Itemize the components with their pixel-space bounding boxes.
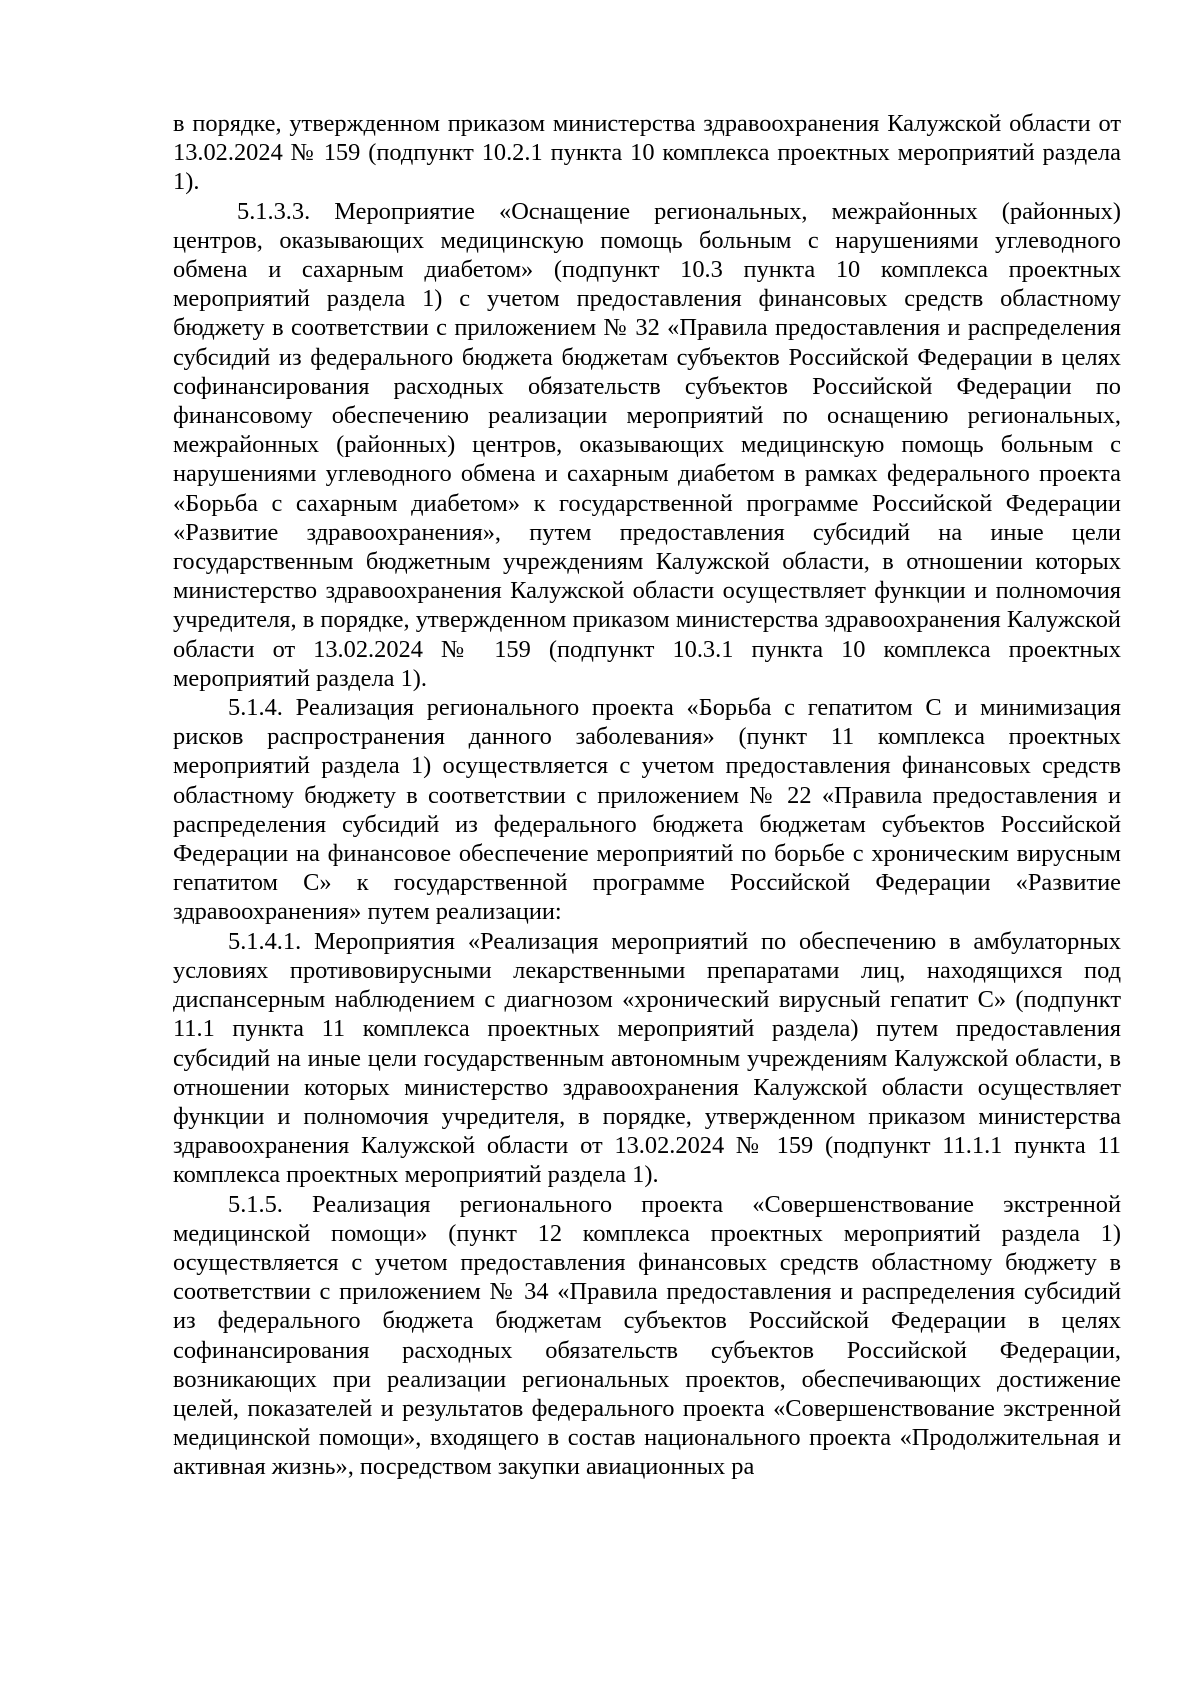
paragraph-5-1-4-1: 5.1.4.1. Мероприятия «Реализация мероприятий по обеспечению в амбулаторных условиях противовирусными лекарственными препаратами лиц, находящихся под диспансерным наблюдением с диагнозом «хронический вирусный гепатит С» (подпункт 11.1 пункта 11 комплекса проектных мероприятий раздела) путем предоставления субсидий на иные цели государственным автономным учреждениям Калужской области, в отношении которых министерство здравоохранения Калужской области осуществляет функции и полномочия учредителя, в порядке, утвержденном приказом министерства здравоохранения Калужской области от 13.02.2024 № 159 (подпункт 11.1.1 пункта 11 комплекса проектных мероприятий раздела 1).	[173, 927, 1121, 1189]
paragraph-continuation: в порядке, утвержденном приказом министерства здравоохранения Калужской области от 13.02.2024 № 159 (подпункт 10.2.1 пункта 10 комплекса проектных мероприятий раздела 1).	[173, 110, 1121, 196]
paragraph-5-1-4: 5.1.4. Реализация регионального проекта «Борьба с гепатитом С и минимизация рисков распространения данного заболевания» (пункт 11 комплекса проектных мероприятий раздела 1) осуществляется с учетом предоставления финансовых средств областному бюджету в соответствии с приложением № 22 «Правила предоставления и распределения субсидий из федерального бюджета бюджетам субъектов Российской Федерации на финансовое обеспечение мероприятий по борьбе с хроническим вирусным гепатитом С» к государственной программе Российской Федерации «Развитие здравоохранения» путем реализации:	[173, 694, 1121, 926]
paragraph-5-1-5: 5.1.5. Реализация регионального проекта «Совершенствование экстренной медицинской помощи» (пункт 12 комплекса проектных мероприятий раздела 1) осуществляется с учетом предоставления финансовых средств областному бюджету в соответствии с приложением № 34 «Правила предоставления и распределения субсидий из федерального бюджета бюджетам субъектов Российской Федерации в целях софинансирования расходных обязательств субъектов Российской Федерации, возникающих при реализации региональных проектов, обеспечивающих достижение целей, показателей и результатов федерального проекта «Совершенствование экстренной медицинской помощи», входящего в состав национального проекта «Продолжительная и активная жизнь», посредством закупки авиационных ра	[173, 1190, 1121, 1481]
paragraph-5-1-3-3: 5.1.3.3. Мероприятие «Оснащение региональных, межрайонных (районных) центров, оказывающих медицинскую помощь больным с нарушениями углеводного обмена и сахарным диабетом» (подпункт 10.3 пункта 10 комплекса проектных мероприятий раздела 1) с учетом предоставления финансовых средств областному бюджету в соответствии с приложением № 32 «Правила предоставления и распределения субсидий из федерального бюджета бюджетам субъектов Российской Федерации в целях софинансирования расходных обязательств субъектов Российской Федерации по финансовому обеспечению реализации мероприятий по оснащению региональных, межрайонных (районных) центров, оказывающих медицинскую помощь больным с нарушениями углеводного обмена и сахарным диабетом в рамках федерального проекта «Борьба с сахарным диабетом» к государственной программе Российской Федерации «Развитие здравоохранения», путем предоставления субсидий на иные цели государственным бюджетным учреждениям Калужской области, в отношении которых министерство здравоохранения Калужской области осуществляет функции и полномочия учредителя, в порядке, утвержденном приказом министерства здравоохранения Калужской области от 13.02.2024 № 159 (подпункт 10.3.1 пункта 10 комплекса проектных мероприятий раздела 1).	[173, 197, 1121, 692]
document-body	[173, 109, 1121, 1482]
